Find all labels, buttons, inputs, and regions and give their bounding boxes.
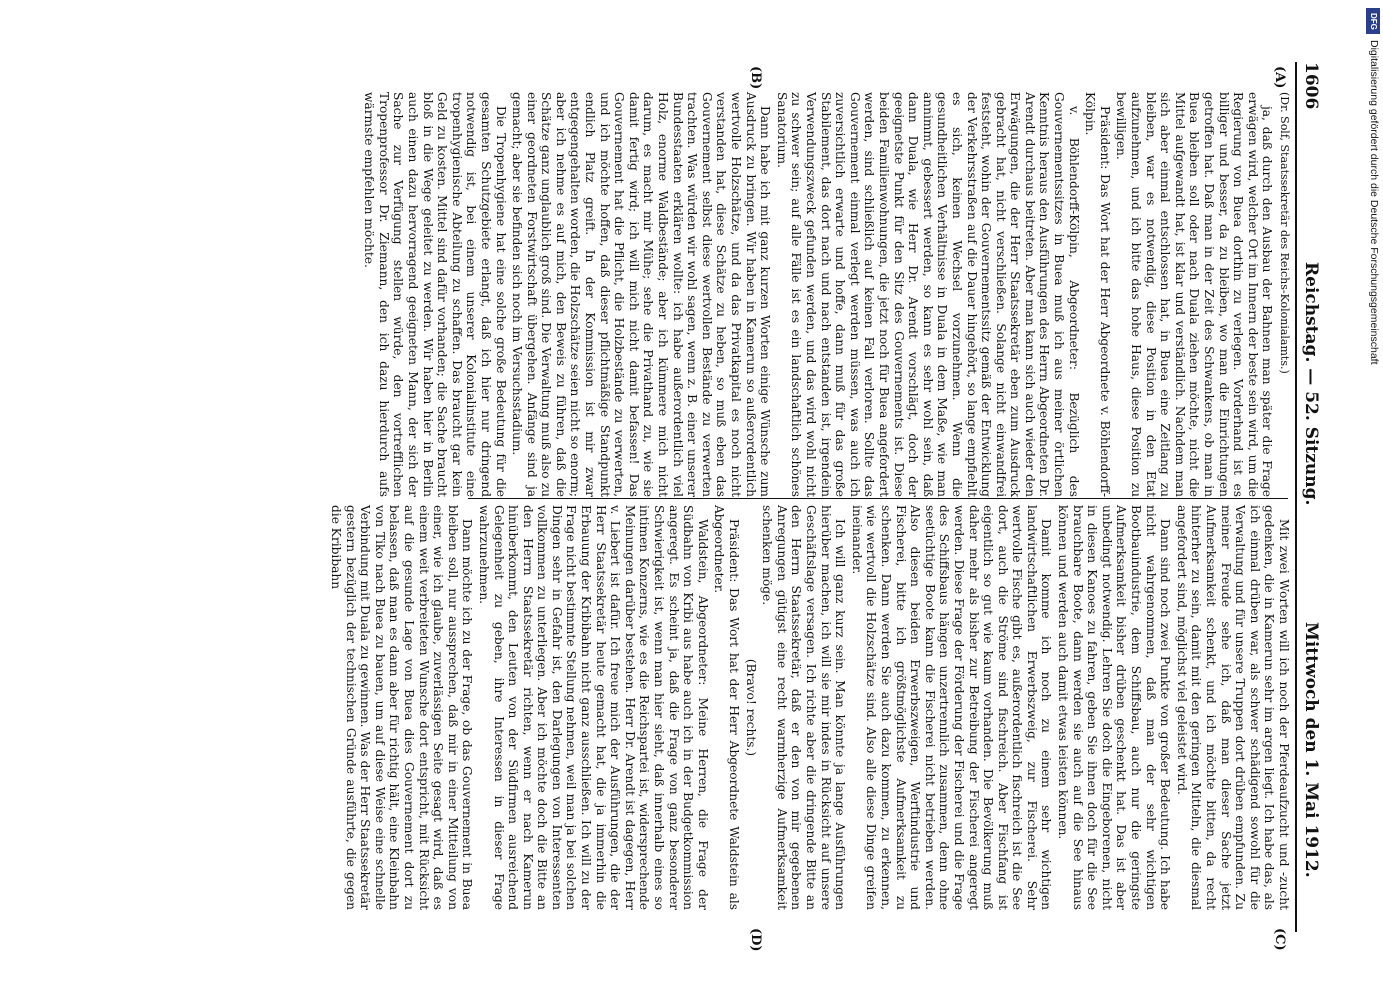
column-rule — [468, 498, 1288, 499]
paragraph: Damit komme ich noch zu einem sehr wichtigen landwirtschaftlichen Erwerbszweig, zur Fischerei. Sehr wertvolle Fische gibt es, außerordentlich fischreich ist die See dort, auch die Ströme sind fischreich. Aber Fischfang ist eigentlich so gut wie kaum vorhanden. Die Bevölkerung muß daher mehr als bisher zur Betreibung der Fischerei angeregt werden. Diese Frage der Förderung der Fischerei und die Frage des Schiffsbaus hängen unzertrennlich zusammen, denn ohne seetüchtige Boote kann die Fischerei nicht betrieben werden. Also diesen beiden Erwerbszweigen, Werftindustrie und Fischerei, bitte ich größtmöglichste Aufmerksamkeit zu schenken. Dann werden Sie auch dazu kommen, zu erkennen, wie wertvoll die Holzschätze sind. Also alle diese Dinge greifen ineinander. — [849, 505, 1054, 910]
page-header — [1299, 62, 1321, 960]
page-number: 1606 — [1301, 62, 1321, 110]
paragraph: v. Böhlendorff-Kölpin, Abgeordneter: Bezüglich des Gouvernementssitzes in Buea muß ich aus meiner örtlichen Kenntnis heraus den Ausführungen des Herrn Abgeordneten Dr. Arendt durchaus beitreten. Aber man kann sich auch wieder den Erwägungen, die der Herr Staatssekretär eben zum Ausdruck gebracht hat, nicht verschließen. Solange nicht einwandfrei feststeht, wohin der Gouvernementssitz gemäß der Entwicklung der Verkehrsstraßen auf die Dauer hingehört, so lange empfiehlt es sich, keinen Wechsel vorzunehmen. Wenn die gesundheitlichen Verhältnisse in Duala in dem Maße, wie man annimmt, gebessert werden, so kann es sehr wohl sein, daß dann Duala, wie Herr Dr. Arendt vorschlägt, doch der geeignetste Punkt für den Sitz des Gouvernements ist. Diese beiden Familienwohnungen, die jetzt noch für Buea angefordert werden, sind schließlich auf keinen Fall verloren. Sollte das Gouvernement einmal verlegt werden müssen, was auch ich zuversichtlich erwarte und hoffe, dann muß für das große Stabilement, das dort nach und nach entstanden ist, irgendein Verwendungszweck gefunden werden, und das wird wohl nicht zu schwer sein; auf alle Fälle ist es ein landschaftlich schönes Sanatorium. — [774, 92, 1081, 497]
session-title: Reichstag. — 52. Sitzung. — [1301, 262, 1321, 506]
paragraph: Dann möchte ich zu der Frage, ob das Gouvernement in Buea bleiben soll, nur aussprechen, daß mir in einer Mitteilung von einer, wie ich glaube, zuverlässigen Seite gesagt wird, daß es einem weit verbreiteten Wunsche dort entspricht, mit Rücksicht auf die gesunde Lage von Buea dies Gouvernement dort zu belassen, daß man es dann aber für richtig hält, eine Kleinbahn von Tiko nach Buea zu bauen, um auf diese Weise eine schnelle Verbindung mit Duala zu gewinnen. Was der Herr Staatssekretär gestern bezüglich der technischen Gründe ausführte, die gegen die Kribibahn — [329, 505, 475, 910]
paragraph: Dann sind noch zwei Punkte von großer Bedeutung. Ich habe nicht wahrgenommen, daß man der sehr wichtigen Bootbauindustrie, dem Schiffsbau, auch nur die geringste Aufmerksamkeit bisher drüben geschenkt hat. Das ist aber unbedingt notwendig. Lehren Sie doch die Eingeborenen, nicht in diesen Kanoes zu fahren, geben Sie ihnen doch für die See brauchbare Boote, dann werden sie auch auf die See hinaus können und werden auch damit etwas leisten können. — [1056, 505, 1173, 910]
margin-mark-a: (A) — [1272, 66, 1287, 89]
paragraph: Dann habe ich mit ganz kurzen Worten einige Wünsche zum Ausdruck zu bringen. Wir haben in Kamerun so außerordentlich wertvolle Holzschätze, und da das Privatkapital es noch nicht verstanden hat, diese Schätze zu heben, so muß eben das Gouvernement selbst diese wertvollen Bestände zu verwerten trachten. Was würden wir wohl sagen, wenn z. B. einer unserer Bundesstaaten erklären wollte: ich habe außerordentlich viel Holz, enorme Waldbestände; aber ich kümmere mich nicht darum, es macht mir Mühe; sehe die Privathand zu, wie sie damit fertig wird; ich will mich nicht damit befassen! Das Gouvernement hat die Pflicht, die Holzbestände zu verwerten, und ich möchte hoffen, daß dieser pflichtmäßige Standpunkt endlich Platz greift. In der Kommission ist mir zwar entgegengehalten worden, die Holzschätze seien nicht so enorm; aber ich nehme es auf mich, den Beweis zu führen, daß die Schätze ganz unglaublich groß sind. Die Verwaltung muß also zu einer geordneten Forstwirtschaft übergehen. Anfänge sind ja gemacht; aber sie befinden sich noch im Versuchsstadium. — [510, 92, 773, 497]
margin-mark-d: (D) — [748, 928, 763, 952]
paragraph: Ich will ganz kurz sein. Man könnte ja lange Ausführungen hierüber machen, ich will sie mir indes in Rücksicht auf unsere Geschäftslage versagen. Ich richte aber die dringende Bitte an den Herrn Staatssekretär, daß er den von mir gegebenen Anregungen gütigst eine recht warmherzige Aufmerksamkeit schenken möge. — [760, 505, 848, 910]
speaker-note: (Dr. Solf, Staatssekretär des Reichs-Kolonialamts.) — [1278, 92, 1291, 374]
paragraph: ja, daß durch den Ausbau der Bahnen man später die Frage erwägen wird, welcher Ort im Innern der beste sein wird, um die Regierung von Buea dorthin zu verlegen. Vorderhand ist es billiger und besser, da zu bleiben, wo man die Einrichtungen getroffen hat. Daß man in der Zeit des Schwankens, ob man in Buea bleiben soll oder nach Duala ziehen möchte, nicht die Mittel aufgewandt hat, ist klar und verständlich. Nachdem man sich aber einmal entschlossen hat, in Buea eine Zeitlang zu bleiben, war es notwendig, diese Position in den Etat aufzunehmen, und ich bitte das hohe Haus, diese Position zu bewilligen. — [1114, 92, 1275, 497]
applause-note: (Bravo! rechts.) — [743, 658, 758, 757]
paragraph: Präsident: Das Wort hat der Herr Abgeordnete v. Böhlendorff-Kölpin. — [1083, 92, 1112, 497]
scanned-page — [28, 0, 1383, 1000]
header-rule — [1295, 62, 1297, 932]
dfg-logo: DFG — [1366, 8, 1380, 34]
left-column — [360, 92, 1291, 497]
paragraph: Mit zwei Worten will ich noch der Pferdeaufzucht und -zucht gedenken, die in Kamerun sehr im argen liegt. Ich habe das, als ich einmal drüben war, als schwer schädigend sowohl für die Verwaltung und für unsere Truppen dort drüben empfunden. Zu meiner Freude sehe ich, daß man dieser Sache jetzt Aufmerksamkeit schenkt, und ich möchte bitten, da recht hinterher zu sein, damit mit den geringen Mitteln, die diesmal angefordert sind, möglichst viel geleistet wird. — [1174, 505, 1291, 910]
margin-mark-b: (B) — [748, 66, 763, 90]
session-date: Mittwoch den 1. Mai 1912. — [1301, 622, 1321, 878]
paragraph: Die Tropenhygiene hat eine solche große Bedeutung für die gesamten Schutzgebiete erlangt, daß ich hier nur dringend notwendig ist, bei einem unserer Kolonialinstitute eine tropenhygienische Abteilung zu schaffen. Das braucht gar kein Geld zu kosten. Mittel sind dafür vorhanden; die Sache braucht bloß in die Wege geleitet zu werden. Wir haben hier in Berlin auch einen dazu hervorragend geeigneten Mann, der sich der Sache zur Verfügung stellen würde, den vortrefflichen Tropenprofessor Dr. Ziemann, den ich dazu hierdurch aufs wärmste empfehlen möchte. — [362, 92, 508, 497]
funding-note: Digitalisierung gefördert durch die Deutsche Forschungsgemeinschaft — [1368, 40, 1380, 365]
paragraph: Präsident: Das Wort hat der Herr Abgeordnete Waldstein als Abgeordneter. — [712, 505, 742, 910]
right-column — [326, 505, 1291, 910]
paragraph: Waldstein, Abgeordneter: Meine Herren, die Frage der Südbahn von Kribi aus habe auch ich in der Budgetkommission angeregt. Es scheint ja, daß die Frage von ganz besonderer Schwierigkeit ist, wenn man hier sieht, daß innerhalb eines so intimen Konzerns, wie es die Reichspartei ist, widersprechende Meinungen darüber bestehen. Herr Dr. Arendt ist dagegen, Herr v. Liebert ist dafür. Ich freue mich der Ausführungen, die der Herr Staatssekretär heute gemacht hat, die ja immerhin die Erbauung der Kribibahn nicht ganz ausschließen. Ich will zu der Frage nicht bestimmte Stellung nehmen, weil man ja bei solchen Dingen sehr in Gefahr ist, den Darlegungen von Interessenten vollkommen zu unterliegen. Aber ich möchte doch die Bitte an den Herrn Staatssekretär richten, wenn er nach Kamerun hinüberkommt, den Leuten von der Südfirmen ausreichend Gelegenheit zu geben, ihre Interessen in dieser Frage wahrzunehmen. — [476, 505, 710, 910]
margin-mark-c: (C) — [1272, 928, 1287, 951]
